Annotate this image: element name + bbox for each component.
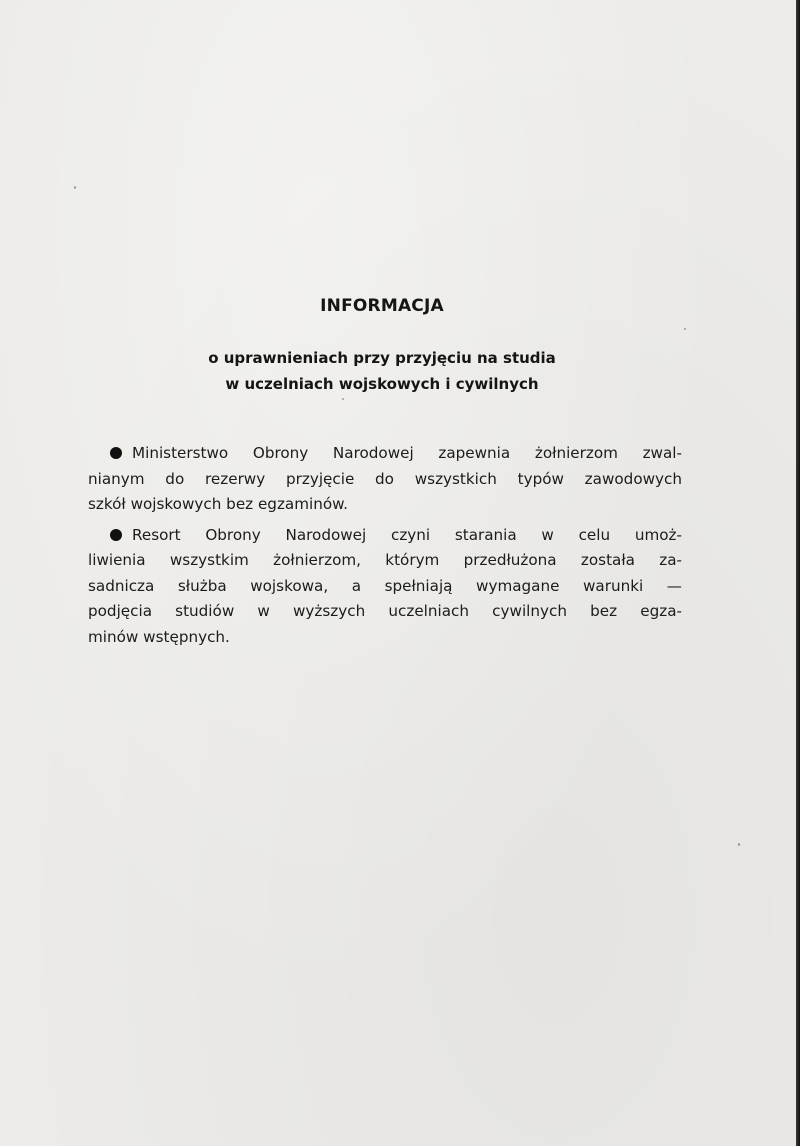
paper-speck xyxy=(74,186,76,189)
document-title: INFORMACJA xyxy=(320,296,444,316)
paragraph-line: liwienia wszystkim żołnierzom, którym przedłużona została za- xyxy=(88,551,682,569)
document-subtitle xyxy=(0,345,764,397)
paper-speck xyxy=(684,328,686,330)
paragraph-line xyxy=(88,523,682,549)
subtitle-line: w uczelniach wojskowych i cywilnych xyxy=(225,375,539,393)
bullet-icon xyxy=(110,529,122,541)
paragraph-line-text: Resort Obrony Narodowej czyni starania w celu umoż- xyxy=(132,525,682,544)
paragraph-ministerstwo xyxy=(88,441,682,518)
paragraph-line-text: Ministerstwo Obrony Narodowej zapewnia żołnierzom zwal- xyxy=(132,444,682,462)
paragraph-line: nianym do rezerwy przyjęcie do wszystkich typów zawodowych xyxy=(88,469,682,488)
paper-speck xyxy=(342,398,344,400)
paragraph-line xyxy=(88,441,682,467)
paragraph-resort xyxy=(88,523,682,651)
bullet-icon xyxy=(110,447,122,459)
document-body xyxy=(88,441,682,655)
paragraph-line: szkół wojskowych bez egzaminów. xyxy=(88,495,349,513)
paragraph-line: minów wstępnych. xyxy=(88,627,230,646)
subtitle-line: o uprawnieniach przy przyjęciu na studia xyxy=(208,349,556,367)
paragraph-line: podjęcia studiów w wyższych uczelniach cywilnych bez egza- xyxy=(88,602,682,620)
paper-edge-shadow xyxy=(796,0,800,1146)
paper-speck xyxy=(738,843,740,846)
paragraph-line: sadnicza służba wojskowa, a spełniają wymagane warunki — xyxy=(88,576,682,595)
